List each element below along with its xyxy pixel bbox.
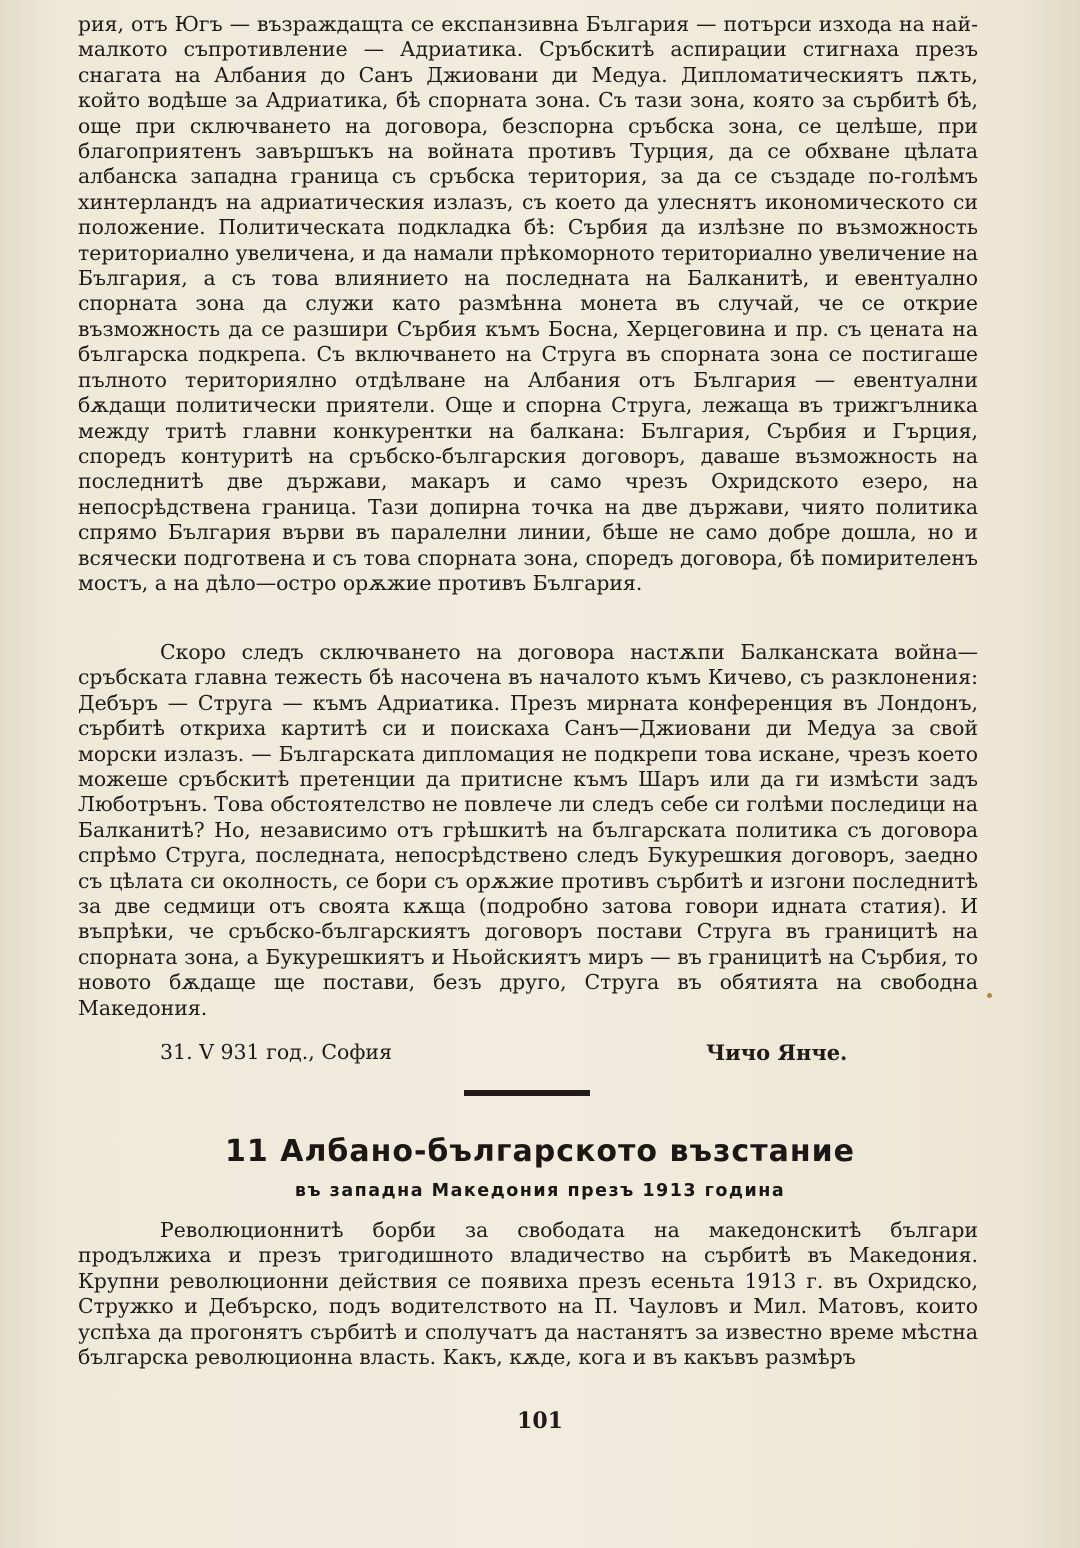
article-subtitle: въ западна Македония презъ 1913 година (294, 1181, 786, 1201)
article-author-signature: Чичо Янче. (706, 1040, 848, 1065)
article-opening-paragraph: Революционнитѣ борби за свободата на македонскитѣ българи продължиха и презъ тригодишното владичество на сърбитѣ въ Македония. Крупни революционни действия се появиха презъ есеньта 1913 г. въ Охридско, Стружко и Дебърско, подъ водителството на П. Чауловъ и Мил. Матовъ, които успѣха да прогонятъ сърбитѣ и сполучатъ да настанятъ за известно време мѣстна българска революционна власть. Какъ, кѫде, кога и въ какъвъ размѣръ (78, 1218, 978, 1370)
article-paragraph-balkan-war: Скоро следъ сключването на договора настѫпи Балканската война—сръбската главна тежесть бѣ насочена въ началото къмъ Кичево, съ разклонения: Дебъръ — Струга — къмъ Адриатика. Презъ мирната конференция въ Лондонъ, сърбитѣ откриха картитѣ си и поискаха Санъ—Джиовани ди Медуа за свой морски излазъ. — Българската дипломация не подкрепи това искане, чрезъ което можеше сръбскитѣ претенции да притисне къмъ Шаръ или да ги измѣсти задъ Люботрънъ. Това обстоятелство не повлече ли следъ себе си голѣми последици на Балканитѣ? Но, независимо отъ грѣшкитѣ на българската политика съ договора спрѣмо Струга, последната, непосрѣдствено следъ Букурешкия договоръ, заедно съ цѣлата си околность, се бори съ орѫжие противъ сърбитѣ и изгони последнитѣ за две седмици отъ своята кѫща (подробно затова говори идната статия). И въпрѣки, че сръбско-българскиятъ договоръ постави Струга въ границитѣ на спорната зона, а Букурешкиятъ и Ньойскиятъ миръ — въ границитѣ на Сърбия, то новото бѫдаще ще постави, безъ друго, Струга въ обятията на свободна Македония. (78, 640, 978, 1020)
page-number: 101 (517, 1408, 563, 1434)
article-continuation-paragraph: рия, отъ Югъ — възраждащта се експанзивна България — потърси изхода на най-малкото съпротивление — Адриатика. Сръбскитѣ аспирации стигнаха презъ снагата на Албания до Санъ Джиовани ди Медуа. Дипломатическиятъ пѫть, който водѣше за Адриатика, бѣ спорната зона. Съ тази зона, която за сърбитѣ бѣ, още при сключването на договора, безспорна сръбска зона, се целѣше, при благоприятенъ завършъкъ на войната противъ Турция, да се обхване цѣлата албанска западна граница съ сръбска територия, за да се създаде по-голѣмъ хинтерландъ на адриатическия излазъ, съ което да улеснятъ икономическото си положение. Политическата подкладка бѣ: Сърбия да излѣзне по възможность териториално увеличена, и да намали прѣкоморното териториално увеличение на България, а съ това влиянието на последната на Балканитѣ, и евентуално спорната зона да служи като размѣнна монета въ случай, че се открие възможность да се разшири Сърбия къмъ Босна, Херцеговина и пр. съ цената на българска подкрепа. Съ включването на Струга въ спорната зона се постигаше пълното териториялно отдѣлване на Албания отъ България — евентуални бѫдащи политически приятели. Още и спорна Струга, лежаща въ трижгълника между тритѣ главни конкурентки на балкана: България, Сърбия и Гърция, споредъ контуритѣ на сръбско-българския договоръ, даваше възможность на последнитѣ две държави, макаръ и само чрезъ Охридското езеро, на непосрѣдствена граница. Тази допирна точка на две държави, чиято политика спрямо България върви въ паралелни линии, бѣше не само добре дошла, но и всячески подготвена и съ това спорната зона, споредъ договора, бѣ помирителенъ мостъ, а на дѣло—остро орѫжие противъ България. (78, 12, 978, 595)
article-title: 11 Албано-българското възстание (225, 1134, 855, 1169)
article-date-place: 31. V 931 год., София (160, 1040, 393, 1064)
section-divider-rule (464, 1090, 590, 1096)
paper-spot-mark (987, 993, 992, 998)
